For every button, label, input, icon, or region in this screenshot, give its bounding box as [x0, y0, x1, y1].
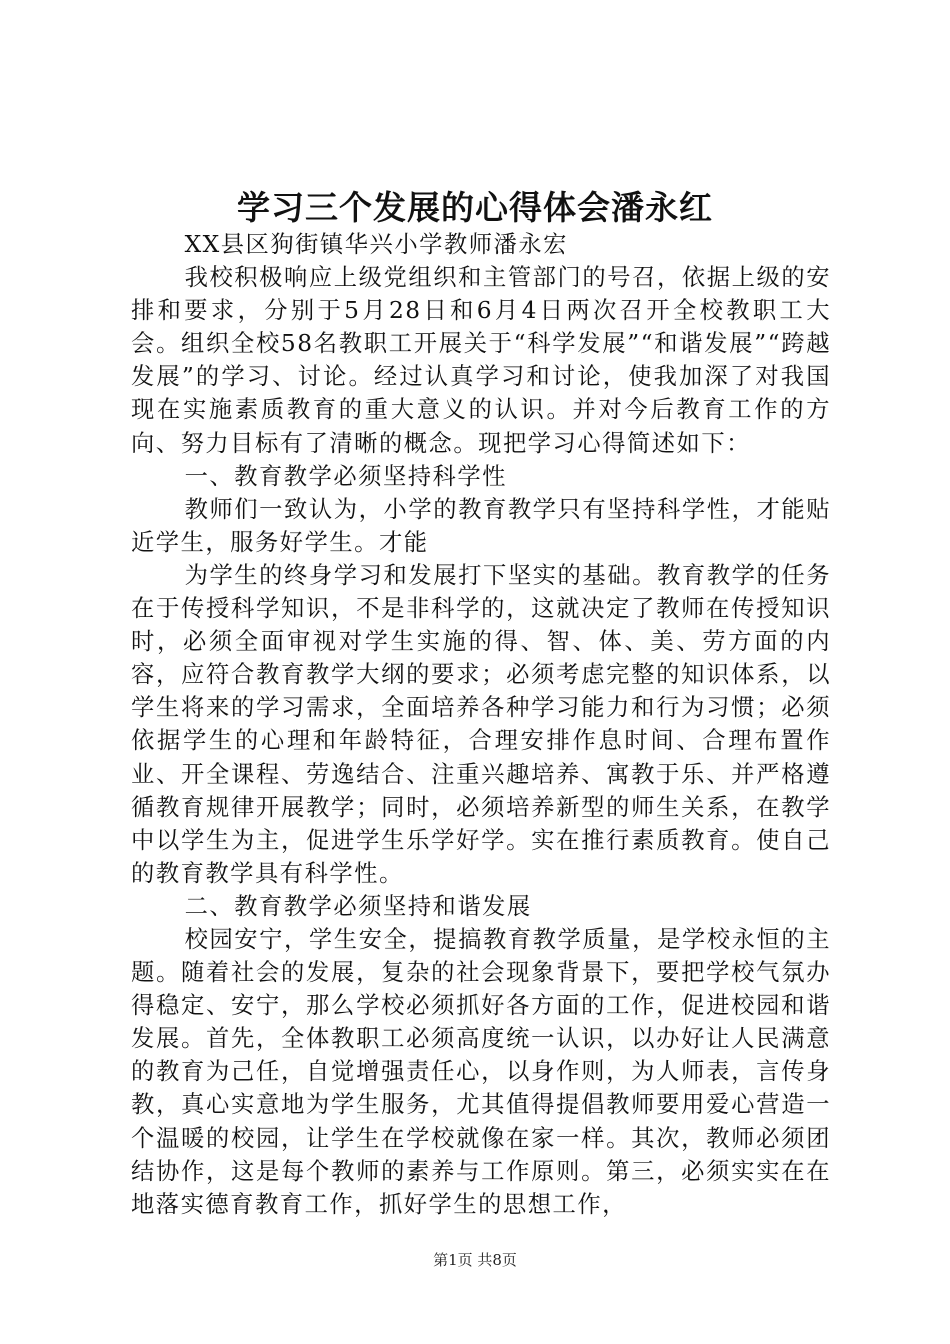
section-heading-1: 一、教育教学必须坚持科学性: [184, 462, 507, 490]
page-number-footer: 第1页 共8页: [433, 1251, 517, 1269]
body-paragraph: 为学生的终身学习和发展打下坚实的基础。教育教学的任务在于传授科学知识，不是非科学的，这就决定了教师在传授知识时，必须全面审视对学生实施的得、智、体、美、劳方面的内容，应符合教育教学大纲的要求；必须考虑完整的知识体系，以学生将来的学习需求，全面培养各种学习能力和行为习惯；必须依据学生的心理和年龄特征，合理安排作息时间、合理布置作业、开全课程、劳逸结合、注重兴趣培养、寓教于乐、并严格遵循教育规律开展教学；同时，必须培养新型的师生关系，在教学中以学生为主，促进学生乐学好学。实在推行素质教育。使自己的教育教学具有科学性。: [131, 561, 831, 887]
document-body: [131, 228, 831, 1221]
section-heading-2: 二、教育教学必须坚持和谐发展: [184, 892, 532, 920]
document-title: 学习三个发展的心得体会潘永红: [237, 188, 713, 227]
body-paragraph: 校园安宁，学生安全，提搞教育教学质量，是学校永恒的主题。随着社会的发展，复杂的社会现象背景下，要把学校气氛办得稳定、安宁，那么学校必须抓好各方面的工作，促进校园和谐发展。首先，全体教职工必须高度统一认识，以办好让人民满意的教育为己任，自觉增强责任心，以身作则，为人师表，言传身教，真心实意地为学生服务，尤其值得提倡教师要用爱心营造一个温暖的校园，让学生在学校就像在家一样。其次，教师必须团结协作，这是每个教师的素养与工作原则。第三，必须实实在在地落实德育教育工作，抓好学生的思想工作，: [131, 925, 831, 1218]
intro-paragraph: 我校积极响应上级党组织和主管部门的号召，依据上级的安排和要求，分别于5月28日和6月4日两次召开全校教职工大会。组织全校58名教职工开展关于“科学发展”“和谐发展”“跨越发展”的学习、讨论。经过认真学习和讨论，使我加深了对我国现在实施素质教育的重大意义的认识。并对今后教育工作的方向、努力目标有了清晰的概念。现把学习心得简述如下：: [131, 264, 831, 457]
body-paragraph: 教师们一致认为，小学的教育教学只有坚持科学性，才能贴近学生，服务好学生。才能: [131, 495, 831, 556]
author-line: XX县区狗街镇华兴小学教师潘永宏: [184, 231, 568, 258]
